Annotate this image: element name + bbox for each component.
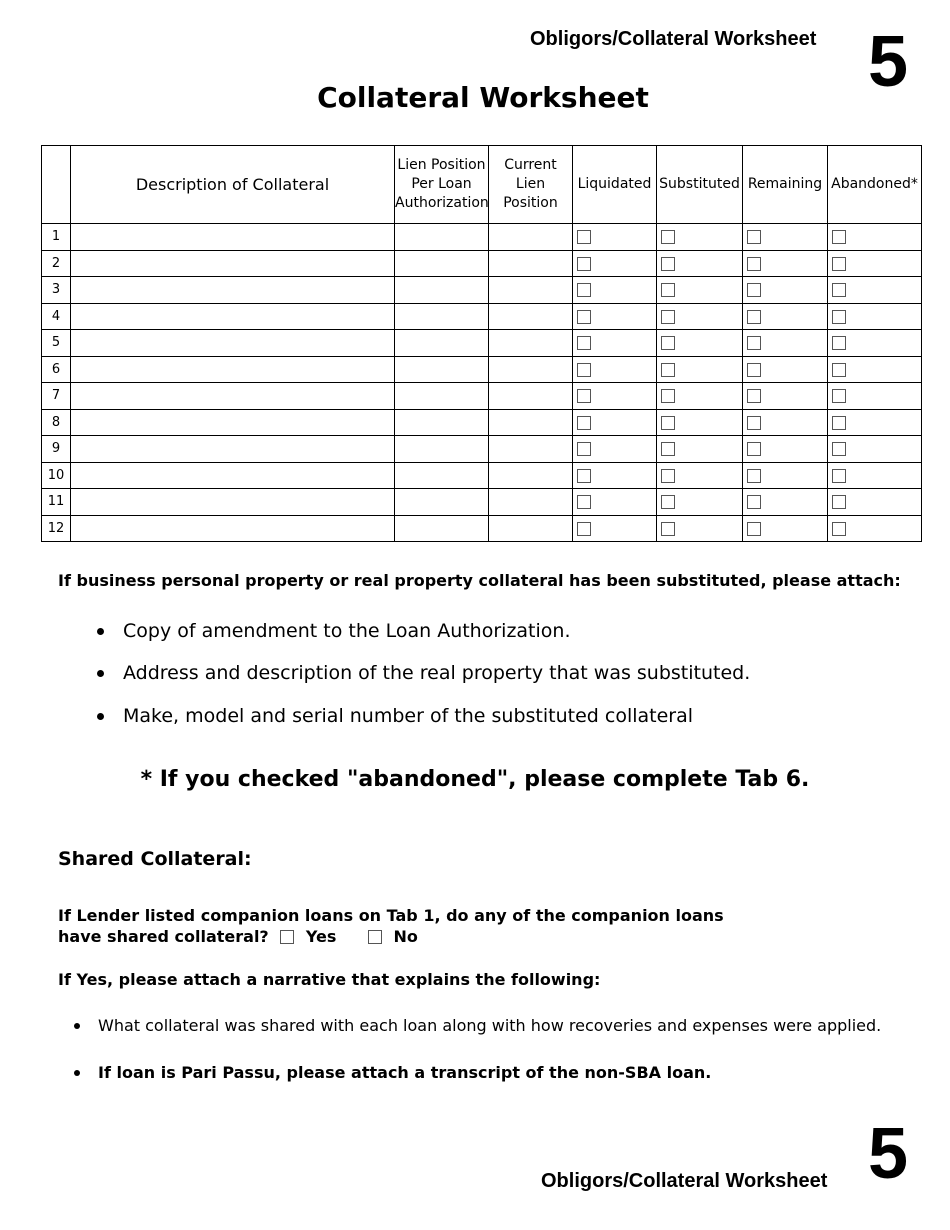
substituted-cell bbox=[657, 303, 743, 330]
table-row bbox=[42, 224, 922, 251]
table-row bbox=[42, 303, 922, 330]
current-lien-cell[interactable] bbox=[489, 436, 573, 463]
substituted-cell bbox=[657, 330, 743, 357]
substitution-item bbox=[97, 619, 571, 643]
lien-per-authorization-cell[interactable] bbox=[395, 409, 489, 436]
shared-collateral-heading: Shared Collateral: bbox=[58, 848, 252, 870]
abandoned-cell bbox=[828, 356, 922, 383]
remaining-checkbox[interactable] bbox=[747, 230, 761, 244]
narrative-item-text: What collateral was shared with each loan along with how recoveries and expenses were applied. bbox=[98, 1016, 882, 1035]
row-number: 12 bbox=[42, 515, 71, 542]
bullet-icon bbox=[97, 670, 104, 677]
remaining-cell bbox=[743, 383, 828, 410]
abandoned-checkbox[interactable] bbox=[832, 495, 846, 509]
current-lien-cell[interactable] bbox=[489, 277, 573, 304]
shared-question-line1: If Lender listed companion loans on Tab 1, do any of the companion loans bbox=[58, 906, 724, 925]
table-row bbox=[42, 436, 922, 463]
liquidated-checkbox[interactable] bbox=[577, 363, 591, 377]
remaining-cell bbox=[743, 356, 828, 383]
liquidated-checkbox[interactable] bbox=[577, 442, 591, 456]
liquidated-checkbox[interactable] bbox=[577, 230, 591, 244]
liquidated-cell bbox=[573, 250, 657, 277]
lien-per-authorization-cell[interactable] bbox=[395, 330, 489, 357]
lien-per-authorization-cell[interactable] bbox=[395, 277, 489, 304]
description-cell[interactable] bbox=[71, 489, 395, 516]
description-cell[interactable] bbox=[71, 277, 395, 304]
lien-per-authorization-cell[interactable] bbox=[395, 250, 489, 277]
liquidated-cell bbox=[573, 330, 657, 357]
table-row bbox=[42, 383, 922, 410]
substituted-cell bbox=[657, 489, 743, 516]
substituted-cell bbox=[657, 224, 743, 251]
table-row bbox=[42, 330, 922, 357]
abandoned-checkbox[interactable] bbox=[832, 363, 846, 377]
current-lien-cell[interactable] bbox=[489, 250, 573, 277]
footer-title: Obligors/Collateral Worksheet bbox=[541, 1170, 828, 1192]
bullet-icon bbox=[74, 1070, 80, 1076]
narrative-item bbox=[74, 1062, 711, 1084]
remaining-cell bbox=[743, 250, 828, 277]
liquidated-cell bbox=[573, 489, 657, 516]
col-header-lien-per-authorization: Lien Position Per Loan Authorization bbox=[395, 146, 489, 224]
row-number: 10 bbox=[42, 462, 71, 489]
substituted-checkbox[interactable] bbox=[661, 495, 675, 509]
description-cell[interactable] bbox=[71, 462, 395, 489]
row-number: 4 bbox=[42, 303, 71, 330]
liquidated-cell bbox=[573, 409, 657, 436]
description-cell[interactable] bbox=[71, 224, 395, 251]
current-lien-cell[interactable] bbox=[489, 330, 573, 357]
footer-tab-number: 5 bbox=[868, 1114, 909, 1194]
liquidated-checkbox[interactable] bbox=[577, 469, 591, 483]
table-row bbox=[42, 409, 922, 436]
shared-question-line2 bbox=[58, 926, 418, 947]
liquidated-checkbox[interactable] bbox=[577, 336, 591, 350]
remaining-checkbox[interactable] bbox=[747, 416, 761, 430]
abandoned-cell bbox=[828, 489, 922, 516]
description-cell[interactable] bbox=[71, 250, 395, 277]
substitution-heading: If business personal property or real property collateral has been substituted, please attach: bbox=[58, 571, 901, 590]
abandoned-cell bbox=[828, 224, 922, 251]
row-number: 5 bbox=[42, 330, 71, 357]
col-header-substituted: Substituted bbox=[657, 146, 743, 224]
current-lien-cell[interactable] bbox=[489, 515, 573, 542]
no-label: No bbox=[393, 927, 418, 946]
table-row bbox=[42, 489, 922, 516]
abandoned-cell bbox=[828, 330, 922, 357]
narrative-item-text: If loan is Pari Passu, please attach a transcript of the non-SBA loan. bbox=[98, 1063, 712, 1082]
substituted-checkbox[interactable] bbox=[661, 336, 675, 350]
liquidated-cell bbox=[573, 436, 657, 463]
substitution-item-text: Address and description of the real property that was substituted. bbox=[123, 662, 751, 684]
lien-per-authorization-cell[interactable] bbox=[395, 515, 489, 542]
collateral-table bbox=[41, 145, 922, 542]
remaining-cell bbox=[743, 436, 828, 463]
row-number: 11 bbox=[42, 489, 71, 516]
abandoned-checkbox[interactable] bbox=[832, 469, 846, 483]
substituted-checkbox[interactable] bbox=[661, 469, 675, 483]
no-checkbox[interactable] bbox=[368, 930, 382, 944]
lien-per-authorization-cell[interactable] bbox=[395, 303, 489, 330]
abandoned-cell bbox=[828, 383, 922, 410]
description-cell[interactable] bbox=[71, 330, 395, 357]
substituted-cell bbox=[657, 409, 743, 436]
abandoned-cell bbox=[828, 462, 922, 489]
lien-per-authorization-cell[interactable] bbox=[395, 356, 489, 383]
shared-question-text: have shared collateral? bbox=[58, 927, 269, 946]
table-row bbox=[42, 356, 922, 383]
substituted-cell bbox=[657, 515, 743, 542]
table-row bbox=[42, 250, 922, 277]
description-cell[interactable] bbox=[71, 303, 395, 330]
remaining-cell bbox=[743, 330, 828, 357]
remaining-checkbox[interactable] bbox=[747, 442, 761, 456]
bullet-icon bbox=[74, 1023, 80, 1029]
narrative-heading: If Yes, please attach a narrative that explains the following: bbox=[58, 970, 601, 989]
liquidated-checkbox[interactable] bbox=[577, 283, 591, 297]
remaining-checkbox[interactable] bbox=[747, 257, 761, 271]
substitution-item bbox=[97, 661, 750, 685]
header-tab-number: 5 bbox=[868, 22, 909, 102]
abandoned-checkbox[interactable] bbox=[832, 310, 846, 324]
current-lien-cell[interactable] bbox=[489, 224, 573, 251]
substituted-checkbox[interactable] bbox=[661, 389, 675, 403]
yes-label: Yes bbox=[305, 927, 337, 946]
liquidated-checkbox[interactable] bbox=[577, 416, 591, 430]
table-row bbox=[42, 277, 922, 304]
row-number: 7 bbox=[42, 383, 71, 410]
description-cell[interactable] bbox=[71, 383, 395, 410]
narrative-item bbox=[74, 1015, 881, 1037]
page-title: Collateral Worksheet bbox=[317, 81, 649, 114]
remaining-checkbox[interactable] bbox=[747, 283, 761, 297]
substituted-checkbox[interactable] bbox=[661, 257, 675, 271]
current-lien-cell[interactable] bbox=[489, 356, 573, 383]
abandoned-checkbox[interactable] bbox=[832, 389, 846, 403]
substituted-cell bbox=[657, 250, 743, 277]
abandoned-checkbox[interactable] bbox=[832, 416, 846, 430]
remaining-checkbox[interactable] bbox=[747, 389, 761, 403]
col-header-abandoned: Abandoned* bbox=[828, 146, 922, 224]
abandoned-cell bbox=[828, 277, 922, 304]
yes-checkbox[interactable] bbox=[280, 930, 294, 944]
liquidated-cell bbox=[573, 356, 657, 383]
abandoned-checkbox[interactable] bbox=[832, 230, 846, 244]
abandoned-cell bbox=[828, 436, 922, 463]
current-lien-cell[interactable] bbox=[489, 303, 573, 330]
abandoned-cell bbox=[828, 303, 922, 330]
remaining-cell bbox=[743, 224, 828, 251]
substituted-cell bbox=[657, 277, 743, 304]
liquidated-checkbox[interactable] bbox=[577, 257, 591, 271]
liquidated-cell bbox=[573, 383, 657, 410]
remaining-cell bbox=[743, 409, 828, 436]
substituted-cell bbox=[657, 462, 743, 489]
abandoned-cell bbox=[828, 409, 922, 436]
col-header-liquidated: Liquidated bbox=[573, 146, 657, 224]
abandoned-checkbox[interactable] bbox=[832, 257, 846, 271]
row-number-header bbox=[42, 146, 71, 224]
col-header-description: Description of Collateral bbox=[71, 146, 395, 224]
bullet-icon bbox=[97, 628, 104, 635]
col-header-current-lien: Current Lien Position bbox=[489, 146, 573, 224]
abandoned-checkbox[interactable] bbox=[832, 283, 846, 297]
row-number: 6 bbox=[42, 356, 71, 383]
liquidated-checkbox[interactable] bbox=[577, 310, 591, 324]
current-lien-cell[interactable] bbox=[489, 409, 573, 436]
current-lien-cell[interactable] bbox=[489, 462, 573, 489]
substituted-cell bbox=[657, 383, 743, 410]
remaining-checkbox[interactable] bbox=[747, 469, 761, 483]
abandoned-checkbox[interactable] bbox=[832, 442, 846, 456]
description-cell[interactable] bbox=[71, 515, 395, 542]
abandoned-checkbox[interactable] bbox=[832, 522, 846, 536]
current-lien-cell[interactable] bbox=[489, 383, 573, 410]
liquidated-cell bbox=[573, 224, 657, 251]
substituted-checkbox[interactable] bbox=[661, 522, 675, 536]
liquidated-checkbox[interactable] bbox=[577, 522, 591, 536]
remaining-cell bbox=[743, 277, 828, 304]
remaining-checkbox[interactable] bbox=[747, 310, 761, 324]
lien-per-authorization-cell[interactable] bbox=[395, 383, 489, 410]
lien-per-authorization-cell[interactable] bbox=[395, 489, 489, 516]
row-number: 8 bbox=[42, 409, 71, 436]
liquidated-cell bbox=[573, 462, 657, 489]
row-number: 9 bbox=[42, 436, 71, 463]
liquidated-cell bbox=[573, 303, 657, 330]
lien-per-authorization-cell[interactable] bbox=[395, 224, 489, 251]
description-cell[interactable] bbox=[71, 356, 395, 383]
bullet-icon bbox=[97, 713, 104, 720]
substitution-item bbox=[97, 704, 693, 728]
substituted-checkbox[interactable] bbox=[661, 283, 675, 297]
substituted-cell bbox=[657, 436, 743, 463]
substitution-item-text: Make, model and serial number of the substituted collateral bbox=[123, 705, 694, 727]
row-number: 1 bbox=[42, 224, 71, 251]
liquidated-checkbox[interactable] bbox=[577, 389, 591, 403]
substituted-checkbox[interactable] bbox=[661, 363, 675, 377]
substituted-checkbox[interactable] bbox=[661, 442, 675, 456]
table-row bbox=[42, 462, 922, 489]
remaining-cell bbox=[743, 462, 828, 489]
table-row bbox=[42, 515, 922, 542]
description-cell[interactable] bbox=[71, 436, 395, 463]
abandoned-cell bbox=[828, 250, 922, 277]
lien-per-authorization-cell[interactable] bbox=[395, 436, 489, 463]
substitution-item-text: Copy of amendment to the Loan Authorization. bbox=[123, 620, 571, 642]
current-lien-cell[interactable] bbox=[489, 489, 573, 516]
remaining-checkbox[interactable] bbox=[747, 495, 761, 509]
description-cell[interactable] bbox=[71, 409, 395, 436]
remaining-checkbox[interactable] bbox=[747, 336, 761, 350]
substituted-checkbox[interactable] bbox=[661, 230, 675, 244]
remaining-cell bbox=[743, 489, 828, 516]
header-title: Obligors/Collateral Worksheet bbox=[530, 28, 817, 50]
substituted-cell bbox=[657, 356, 743, 383]
remaining-checkbox[interactable] bbox=[747, 363, 761, 377]
table-header-row bbox=[42, 146, 922, 224]
lien-per-authorization-cell[interactable] bbox=[395, 462, 489, 489]
abandoned-cell bbox=[828, 515, 922, 542]
col-header-remaining: Remaining bbox=[743, 146, 828, 224]
remaining-cell bbox=[743, 303, 828, 330]
remaining-cell bbox=[743, 515, 828, 542]
row-number: 3 bbox=[42, 277, 71, 304]
row-number: 2 bbox=[42, 250, 71, 277]
substituted-checkbox[interactable] bbox=[661, 310, 675, 324]
liquidated-checkbox[interactable] bbox=[577, 495, 591, 509]
abandoned-note: * If you checked "abandoned", please complete Tab 6. bbox=[140, 767, 810, 792]
remaining-checkbox[interactable] bbox=[747, 522, 761, 536]
liquidated-cell bbox=[573, 515, 657, 542]
abandoned-checkbox[interactable] bbox=[832, 336, 846, 350]
liquidated-cell bbox=[573, 277, 657, 304]
substituted-checkbox[interactable] bbox=[661, 416, 675, 430]
